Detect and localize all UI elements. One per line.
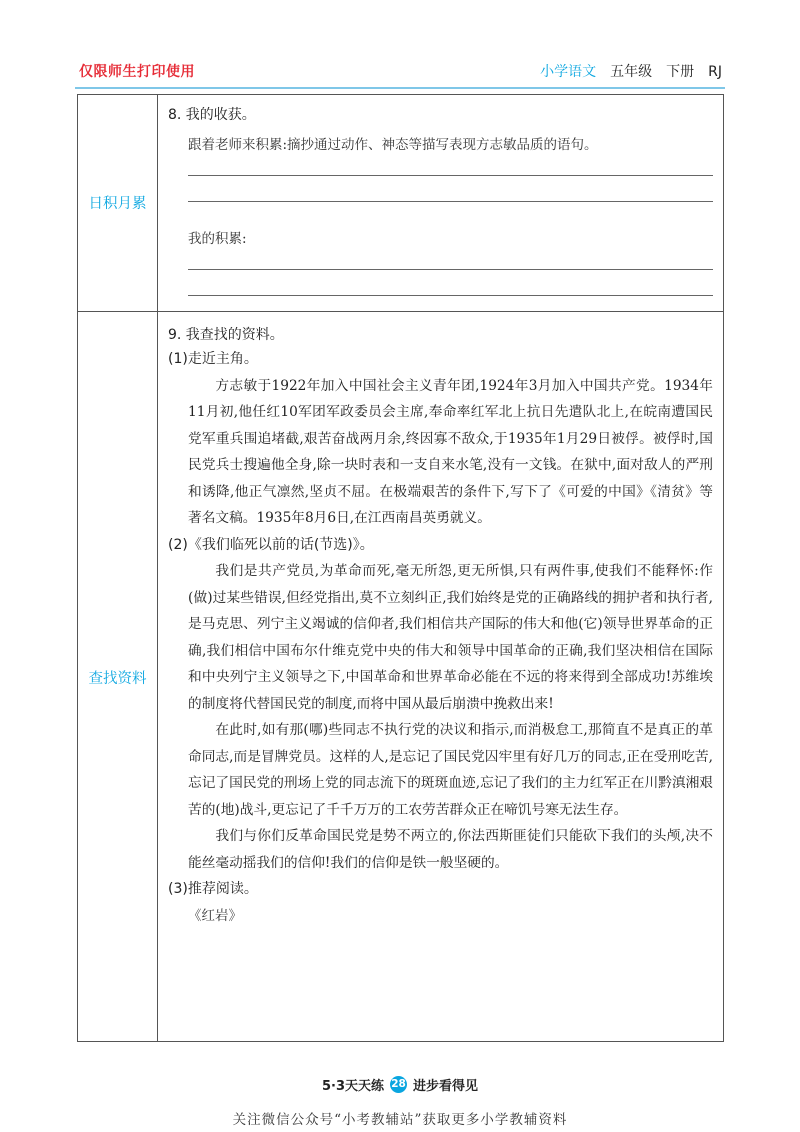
answer-line[interactable] [188, 269, 713, 270]
answer-line[interactable] [188, 175, 713, 176]
part1-text: 方志敏于1922年加入中国社会主义青年团,1924年3月加入中国共产党。1934年11月初,他任红10军团军政委员会主席,奉命率红军北上抗日先遣队北上,在皖南遭国民党军重兵围追堵截,艰苦奋战两月余,终因寡不敌众,于1935年1月29日被俘。被俘时,国民党兵士搜遍他全身,除一块时表和一支自来水笔,没有一文钱。在狱中,面对敌人的严刑和诱降,他正气凛然,坚贞不屈。在极端艰苦的条件下,写下了《可爱的中国》《清贫》等著名文稿。1935年8月6日,在江西南昌英勇就义。 [188, 377, 713, 526]
bottom-note: 关注微信公众号“小考教辅站”获取更多小学教辅资料 [232, 1112, 568, 1128]
section-label-research: 查找资料 [88, 671, 147, 687]
book-info [540, 61, 722, 81]
page-footer [0, 1075, 800, 1094]
answer-line[interactable] [188, 201, 713, 202]
section-label-accumulate: 日积月累 [88, 196, 147, 212]
footer-brand: 5·3天天练 [321, 1079, 384, 1094]
label-column [78, 95, 158, 1041]
part2-paragraph-2: 在此时,如有那(哪)些同志不执行党的决议和指示,而消极怠工,那简直不是真正的革命同志,而是冒牌党员。这样的人,是忘记了国民党囚牢里有好几万的同志,正在受刑吃苦,忘记了国民党的刑场上党的同志流下的斑斑血迹,忘记了我们的主力红军正在川黔滇湘艰苦的(地)战斗,更忘记了千千万万的工农劳苦群众正在啼饥号寒无法生存。 [188, 722, 713, 818]
question-8: 8. 我的收获。 [168, 107, 256, 123]
grade: 五年级 [610, 64, 653, 80]
accumulate-instruction: 跟着老师来积累:摘抄通过动作、神态等描写表现方志敏品质的语句。 [188, 137, 598, 153]
question-9: 9. 我查找的资料。 [168, 327, 284, 343]
answer-line[interactable] [188, 295, 713, 296]
recommended-book: 《红岩》 [188, 907, 242, 924]
part1-title: (1)走近主角。 [168, 351, 258, 367]
subject: 小学语文 [540, 64, 597, 80]
research-section [168, 324, 713, 929]
footer-slogan: 进步看得见 [413, 1079, 479, 1094]
worksheet-table [77, 94, 724, 1042]
part2-paragraph-3: 我们与你们反革命国民党是势不两立的,你法西斯匪徒们只能砍下我们的头颅,决不能丝毫动摇我们的信仰!我们的信仰是铁一般坚硬的。 [188, 828, 713, 871]
part2-title: (2)《我们临死以前的话(节选)》。 [168, 536, 374, 553]
part2-paragraph-1: 我们是共产党员,为革命而死,毫无所怨,更无所惧,只有两件事,使我们不能释怀:作(做)过某些错误,但经党指出,莫不立刻纠正,我们始终是党的正确路线的拥护者和执行者,是马克思、列宁主义竭诚的信仰者,我们相信共产国际的伟大和他(它)领导世界革命的正确,我们相信中国布尔什维克党中央的伟大和领导中国革命的正确,我们坚决相信在国际和中央列宁主义领导之下,中国革命和世界革命必能在不远的将来得到全部成功!苏维埃的制度将代替国民党的制度,而将中国从最后崩溃中挽救出来! [188, 563, 713, 712]
edition: RJ [708, 64, 722, 80]
page-number: 28 [390, 1076, 407, 1093]
print-notice: 仅限师生打印使用 [79, 64, 195, 80]
my-accumulation-label: 我的积累: [188, 231, 247, 247]
accumulate-section [168, 104, 713, 296]
part3-title: (3)推荐阅读。 [168, 881, 258, 897]
volume: 下册 [666, 64, 695, 80]
row-divider [78, 311, 723, 312]
header-divider [75, 87, 725, 89]
